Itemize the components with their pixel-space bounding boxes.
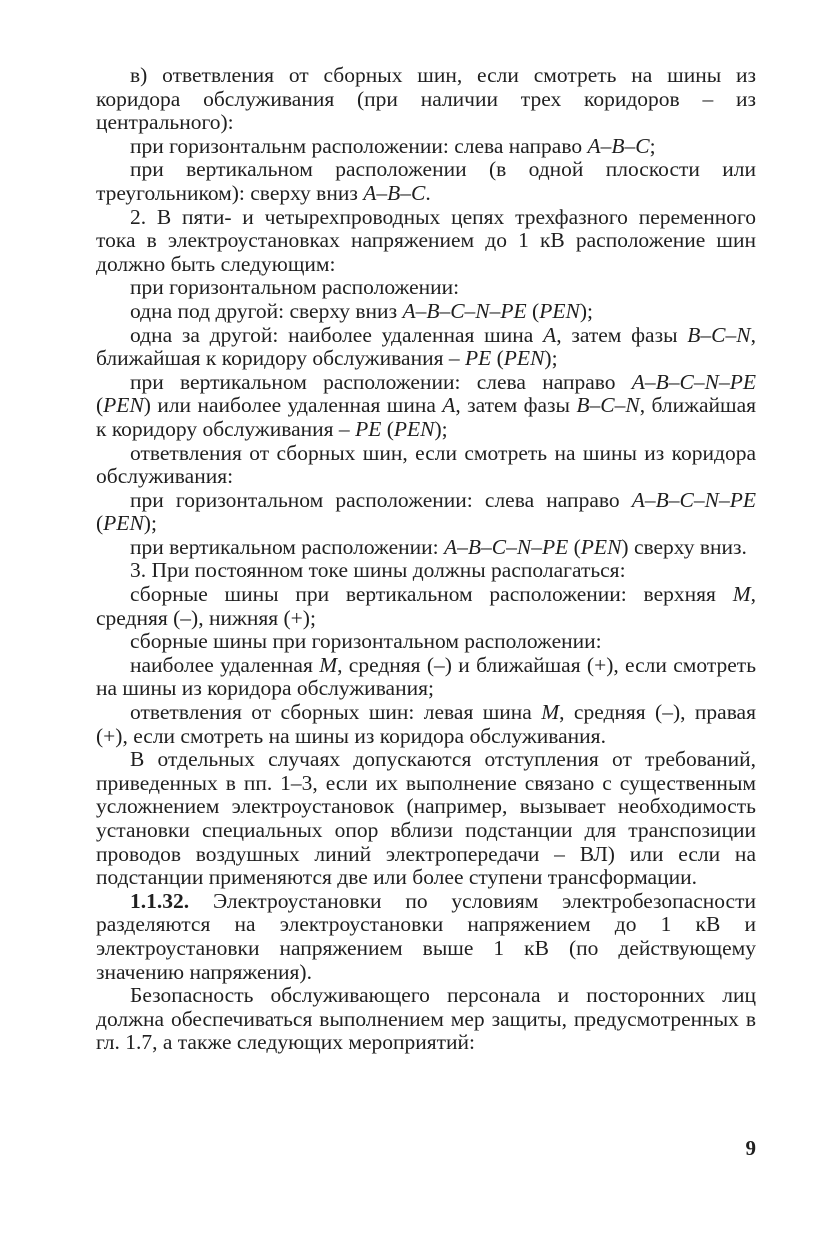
paragraph: [96, 442, 756, 489]
italic-term: В–С–N: [687, 322, 751, 347]
text-run: (: [568, 534, 581, 559]
paragraph: [96, 654, 756, 701]
text-run: В отдельных случаях допускаются отступления от требований, приведенных в пп. 1–3, если их выполнение связано с существенным усложнением электроустановок (например, вызывает необходимость установки специальных опор вблизи подстанции для транспозиции проводов воздушных линий электропередачи – ВЛ) или если на подстанции применяются две или более ступени трансформации.: [96, 747, 756, 890]
text-run: наиболее удаленная: [130, 652, 320, 677]
paragraph: [96, 64, 756, 135]
paragraph: [96, 536, 756, 560]
paragraph: [96, 984, 756, 1055]
text-run: одна под другой: сверху вниз: [130, 298, 403, 323]
text-run: при вертикальном расположении: слева направо: [130, 369, 632, 394]
text-run: , ближайшая к коридору обслуживания –: [96, 322, 756, 371]
italic-term: А–В–С–N–PE: [631, 369, 756, 394]
text-run: при горизонтальном расположении: слева направо: [130, 487, 632, 512]
text-run: ответвления от сборных шин, если смотреть на шины из коридора обслуживания:: [96, 440, 756, 489]
text-run: );: [434, 416, 448, 441]
paragraph: [96, 748, 756, 890]
text-run: );: [143, 511, 157, 536]
text-run: );: [544, 346, 558, 371]
italic-term: PEN: [580, 534, 622, 559]
italic-term: М: [732, 582, 751, 607]
text-run: при горизонтальнм расположении: слева направо: [130, 133, 588, 158]
section-number: 1.1.32.: [130, 888, 190, 913]
paragraph: [96, 701, 756, 748]
paragraph: [96, 559, 756, 583]
italic-term: PEN: [103, 511, 144, 536]
text-run: сборные шины при вертикальном расположении: верхняя: [130, 582, 733, 607]
paragraph: [96, 300, 756, 324]
text-run: Безопасность обслуживающего персонала и посторонних лиц должна обеспечиваться выполнением мер защиты, предусмотренных в гл. 1.7, а также следующих мероприятий:: [96, 983, 756, 1055]
paragraph: [96, 324, 756, 371]
text-run: , затем фазы: [455, 393, 577, 418]
text-run: , ближайшая к коридору обслуживания –: [96, 393, 757, 441]
italic-term: А–В–С–N–PE: [631, 487, 756, 512]
text-run: 2. В пяти- и четырехпроводных цепях трехфазного переменного тока в электроустановках напряжением до 1 кВ расположение шин должно быть следующим:: [96, 204, 756, 276]
italic-term: PEN: [393, 416, 435, 441]
text-run: (: [491, 346, 504, 371]
paragraph: [96, 630, 756, 654]
text-run: одна за другой: наиболее удаленная шина: [130, 322, 544, 347]
italic-term: PE: [464, 346, 492, 371]
text-run: ) сверху вниз.: [621, 534, 747, 559]
italic-term: А–В–С: [363, 180, 426, 205]
page-number: 9: [745, 1136, 756, 1160]
italic-term: А–В–С: [587, 133, 650, 158]
italic-term: М: [319, 652, 338, 677]
italic-term: PEN: [503, 346, 545, 371]
text-run: ;: [649, 133, 656, 158]
italic-term: PEN: [539, 298, 580, 323]
paragraph: [96, 135, 756, 159]
text-run: ) или наиболее удаленная шина: [143, 393, 443, 418]
paragraph: [96, 276, 756, 300]
italic-term: А: [442, 393, 456, 418]
italic-term: М: [541, 700, 560, 725]
italic-term: PEN: [103, 393, 144, 418]
text-run: (: [381, 416, 394, 441]
text-run: при горизонтальном расположении:: [130, 275, 460, 300]
text-run: , средняя (–) и ближайшая (+), если смотреть на шины из коридора обслуживания;: [96, 652, 756, 701]
text-run: (: [96, 511, 104, 536]
paragraph: [96, 158, 756, 205]
text-run: в) ответвления от сборных шин, если смотреть на шины из коридора обслуживания (при наличии трех коридоров – из центрального):: [96, 63, 756, 135]
italic-term: PE: [355, 416, 382, 441]
section-paragraph-1-1-32: [96, 890, 756, 984]
text-run: 3. При постоянном токе шины должны располагаться:: [130, 558, 626, 583]
italic-term: В–С–N: [576, 393, 640, 418]
document-body: [96, 64, 756, 1055]
italic-term: А–В–С–N–PE: [444, 534, 569, 559]
paragraph: [96, 371, 756, 442]
text-run: , средняя (–), нижняя (+);: [96, 582, 756, 630]
italic-term: А: [543, 322, 557, 347]
italic-term: А–В–С–N–PE: [402, 298, 527, 323]
paragraph: [96, 489, 756, 536]
text-run: (: [96, 393, 104, 418]
text-run: Электроустановки по условиям электробезопасности разделяются на электроустановки напряжением до 1 кВ и электроустановки напряжением выше 1 кВ (по действующему значению напряжения).: [96, 888, 756, 984]
text-run: );: [579, 298, 593, 323]
text-run: (: [526, 298, 540, 323]
text-run: , средняя (–), правая (+), если смотреть на шины из коридора обслуживания.: [96, 700, 756, 748]
paragraph: [96, 206, 756, 277]
text-run: .: [425, 180, 431, 205]
text-run: при вертикальном расположении (в одной плоскости или треугольником): сверху вниз: [96, 157, 756, 205]
text-run: сборные шины при горизонтальном расположении:: [130, 629, 602, 654]
paragraph: [96, 583, 756, 630]
text-run: при вертикальном расположении:: [130, 534, 445, 559]
text-run: , затем фазы: [556, 322, 688, 347]
text-run: ответвления от сборных шин: левая шина: [130, 700, 542, 725]
